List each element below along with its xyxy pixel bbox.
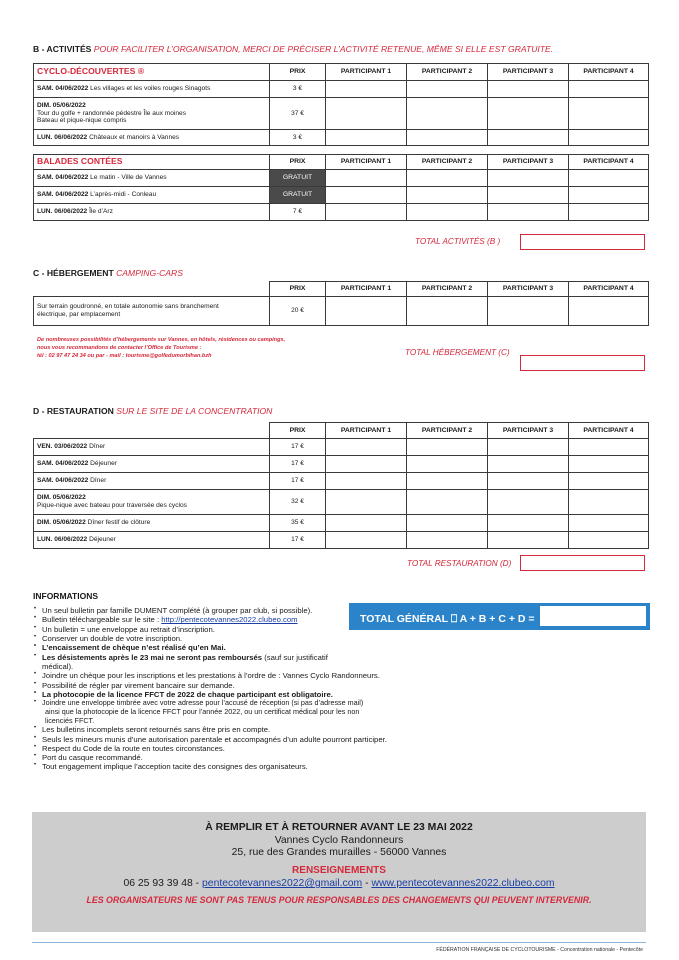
- col-prix: PRIX: [270, 423, 326, 439]
- col-participant-4: PARTICIPANT 4: [569, 282, 649, 297]
- meal-text: Déjeuner: [90, 460, 117, 468]
- table-row: [34, 439, 649, 456]
- participant-1-cell[interactable]: [326, 456, 407, 473]
- info-text: Port du casque recommandé.: [42, 753, 143, 763]
- table-row: [34, 297, 649, 326]
- section-d-title: [33, 406, 272, 416]
- section-b-title-bold: B - ACTIVITÉS: [33, 44, 92, 54]
- meal-cell: [34, 439, 270, 456]
- participant-1-cell[interactable]: [326, 204, 407, 221]
- col-participant-4: PARTICIPANT 4: [569, 423, 649, 439]
- activity-date: SAM. 04/06/2022: [37, 174, 89, 182]
- spacer-row: [34, 146, 649, 155]
- price-cell: 17 €: [270, 439, 326, 456]
- return-deadline: À REMPLIR ET À RETOURNER AVANT LE 23 MAI 2022: [205, 822, 473, 833]
- participant-1-cell[interactable]: [326, 170, 407, 187]
- participant-1-cell[interactable]: [326, 439, 407, 456]
- table-row: [34, 473, 649, 490]
- meal-cell: [34, 473, 270, 490]
- total-meals-label: TOTAL RESTAURATION (D): [407, 559, 512, 568]
- participant-4-cell[interactable]: [569, 130, 649, 146]
- col-participant-2: PARTICIPANT 2: [407, 64, 488, 81]
- info-item: [33, 698, 364, 725]
- empty-header-cell: [34, 423, 270, 439]
- col-participant-1: PARTICIPANT 1: [326, 64, 407, 81]
- activity-date: SAM. 04/06/2022: [37, 85, 89, 93]
- participant-2-cell[interactable]: [407, 490, 488, 515]
- activity-cell: [34, 187, 270, 204]
- table-row: [34, 130, 649, 146]
- price-cell: 32 €: [270, 490, 326, 515]
- info-item: [33, 753, 333, 762]
- bottom-divider: [32, 942, 646, 943]
- info-item: [33, 725, 333, 734]
- info-item: [33, 625, 333, 634]
- section-c-title-note: CAMPING-CARS: [116, 268, 183, 278]
- activity-cell: [34, 204, 270, 221]
- table-row: [34, 187, 649, 204]
- cyclo-category-label: CYCLO-DÉCOUVERTES ®: [34, 64, 270, 81]
- participant-3-cell[interactable]: [488, 439, 569, 456]
- table-row: [34, 81, 649, 98]
- activity-text: Île d’Arz: [89, 208, 113, 216]
- meal-cell: [34, 456, 270, 473]
- renseignements-title: RENSEIGNEMENTS: [292, 865, 386, 876]
- federation-footer: FÉDÉRATION FRANÇAISE DE CYCLOTOURISME - Concentration nationale - Pentecôte: [436, 947, 643, 953]
- meal-text: Déjeuner: [89, 536, 116, 544]
- info-item: [33, 615, 333, 624]
- price-cell: 7 €: [270, 204, 326, 221]
- participant-4-cell[interactable]: [569, 515, 649, 532]
- participant-4-cell[interactable]: [569, 170, 649, 187]
- info-item: [33, 734, 387, 744]
- participant-2-cell[interactable]: [407, 515, 488, 532]
- info-text: Seuls les mineurs munis d’une autorisation parentale et accompagnés d’un adulte pourront participer.: [42, 734, 387, 744]
- info-text: Bulletin téléchargeable sur le site :: [42, 615, 162, 625]
- participant-3-cell[interactable]: [488, 515, 569, 532]
- col-prix: PRIX: [270, 282, 326, 297]
- activities-table: [33, 63, 649, 221]
- contact-email-link[interactable]: pentecotevannes2022@gmail.com: [202, 878, 363, 889]
- grand-total-label: TOTAL GÉNÉRAL ⎕ A + B + C + D =: [360, 613, 535, 625]
- participant-4-cell[interactable]: [569, 456, 649, 473]
- participant-4-cell[interactable]: [569, 297, 649, 326]
- informations-title: INFORMATIONS: [33, 591, 99, 601]
- participant-1-cell[interactable]: [326, 297, 407, 326]
- info-text: (sauf sur justificatif médical).: [42, 652, 328, 671]
- section-d-title-note: SUR LE SITE DE LA CONCENTRATION: [116, 406, 273, 416]
- lodging-header-row: [34, 282, 649, 297]
- activity-text: Châteaux et manoirs à Vannes: [89, 133, 180, 141]
- col-prix: PRIX: [270, 155, 326, 170]
- info-text: Les désistements après le 23 mai ne seront pas remboursés: [42, 652, 263, 662]
- info-text: Joindre une enveloppe timbrée avec votre adresse pour l’accusé de réception (si pas d’adresse mail): [42, 698, 364, 708]
- price-cell: 3 €: [270, 81, 326, 98]
- info-text: L’encaissement de chèque n’est réalisé qu’en Mai.: [42, 643, 226, 653]
- info-text: Un bulletin = une enveloppe au retrait d’inscription.: [42, 624, 215, 634]
- participant-4-cell[interactable]: [569, 439, 649, 456]
- table-row: [34, 170, 649, 187]
- info-item: [33, 653, 333, 672]
- price-cell: 17 €: [270, 532, 326, 549]
- info-item: [33, 744, 333, 753]
- contact-separator: -: [362, 878, 372, 889]
- info-item: [33, 634, 333, 643]
- lodging-table: [33, 281, 649, 326]
- grand-total-input[interactable]: [540, 606, 646, 626]
- col-prix: PRIX: [270, 64, 326, 81]
- participant-2-cell[interactable]: [407, 187, 488, 204]
- meal-text: Pique-nique avec bateau pour traversée des cyclos: [37, 502, 187, 509]
- meal-date: SAM. 04/06/2022: [37, 477, 89, 485]
- participant-2-cell[interactable]: [407, 532, 488, 549]
- participant-1-cell[interactable]: [326, 532, 407, 549]
- price-cell: 37 €: [270, 98, 326, 130]
- lodging-note-line: nous vous recommandons de contacter l’Office de Tourisme :: [37, 345, 202, 352]
- info-text: Les bulletins incomplets seront retournés sans être pris en compte.: [42, 725, 271, 735]
- participant-3-cell[interactable]: [488, 297, 569, 326]
- table-row: [34, 456, 649, 473]
- meal-date: DIM. 05/06/2022: [37, 494, 86, 502]
- info-text: Respect du Code de la route en toutes circonstances.: [42, 743, 225, 753]
- lodging-text-2: électrique, par emplacement: [37, 311, 121, 318]
- empty-header-cell: [34, 282, 270, 297]
- participant-3-cell[interactable]: [488, 456, 569, 473]
- info-item: [33, 606, 333, 615]
- participant-3-cell[interactable]: [488, 532, 569, 549]
- meal-text: Dîner: [89, 443, 106, 451]
- meal-cell: [34, 515, 270, 532]
- participant-2-cell[interactable]: [407, 170, 488, 187]
- club-name: Vannes Cyclo Randonneurs: [274, 835, 404, 846]
- meal-text: Dîner festif de clôture: [87, 519, 151, 527]
- info-text: La photocopie de la licence FFCT de 2022 de chaque participant est obligatoire.: [42, 689, 333, 699]
- activity-cell: [34, 130, 270, 146]
- footer-panel: [32, 812, 646, 932]
- activity-cell: [34, 81, 270, 98]
- disclaimer: LES ORGANISATEURS NE SONT PAS TENUS POUR RESPONSABLES DES CHANGEMENTS QUI PEUVENT INTERVENIR.: [86, 895, 592, 905]
- price-cell: 3 €: [270, 130, 326, 146]
- participant-1-cell[interactable]: [326, 130, 407, 146]
- activity-text: Tour du golfe + randonnée pédestre Île aux moines: [37, 109, 187, 117]
- price-cell: 20 €: [270, 297, 326, 326]
- meal-text: Dîner: [90, 477, 107, 485]
- col-participant-4: PARTICIPANT 4: [569, 64, 649, 81]
- participant-4-cell[interactable]: [569, 473, 649, 490]
- total-lodging-input[interactable]: [520, 355, 645, 371]
- activity-date: LUN. 06/06/2022: [37, 133, 88, 141]
- activity-text: Le matin - Ville de Vannes: [90, 174, 167, 182]
- informations-list: [33, 606, 387, 772]
- info-item: [33, 762, 333, 771]
- section-d-title-bold: D - RESTAURATION: [33, 406, 114, 416]
- info-item: [33, 671, 380, 681]
- participant-2-cell[interactable]: [407, 98, 488, 130]
- col-participant-3: PARTICIPANT 3: [488, 423, 569, 439]
- activity-text: Les villages et les voiles rouges Sinagots: [90, 85, 211, 93]
- info-text: ainsi que la photocopie de la licence FFCT pour l’année 2022, ou un certificat médical pour les non: [45, 706, 360, 716]
- participant-1-cell[interactable]: [326, 98, 407, 130]
- participant-4-cell[interactable]: [569, 204, 649, 221]
- meal-cell: [34, 532, 270, 549]
- info-text: licenciés FFCT.: [45, 715, 95, 725]
- total-activities-label: TOTAL ACTIVITÉS (B ): [415, 237, 501, 246]
- col-participant-3: PARTICIPANT 3: [488, 155, 569, 170]
- meal-date: VEN. 03/06/2022: [37, 443, 88, 451]
- table-row: [34, 532, 649, 549]
- col-participant-2: PARTICIPANT 2: [407, 155, 488, 170]
- price-cell: 35 €: [270, 515, 326, 532]
- info-text: Joindre un chèque pour les inscriptions et les prestations à l’ordre de : Vannes Cyclo Randonneurs.: [42, 671, 380, 681]
- participant-3-cell[interactable]: [488, 81, 569, 98]
- meal-cell: [34, 490, 270, 515]
- participant-1-cell[interactable]: [326, 490, 407, 515]
- col-participant-1: PARTICIPANT 1: [326, 155, 407, 170]
- activity-text: L’après-midi - Conleau: [90, 191, 157, 199]
- section-c-title-bold: C - HÉBERGEMENT: [33, 268, 114, 278]
- participant-2-cell[interactable]: [407, 473, 488, 490]
- table-row: [34, 204, 649, 221]
- table-row: [34, 98, 649, 130]
- lodging-text: Sur terrain goudronné, en totale autonomie sans branchement: [37, 303, 219, 311]
- table-row: [34, 490, 649, 515]
- activity-text-2: Bateau et pique-nique compris: [37, 117, 127, 125]
- contact-phone: 06 25 93 39 48 -: [123, 878, 203, 889]
- participant-4-cell[interactable]: [569, 98, 649, 130]
- participant-3-cell[interactable]: [488, 204, 569, 221]
- price-free-badge: GRATUIT: [270, 170, 326, 187]
- activity-cell: [34, 170, 270, 187]
- participant-2-cell[interactable]: [407, 456, 488, 473]
- participant-1-cell[interactable]: [326, 473, 407, 490]
- contact-website-link[interactable]: www.pentecotevannes2022.clubeo.com: [371, 878, 555, 889]
- activity-date: SAM. 04/06/2022: [37, 191, 89, 199]
- info-text: Un seul bulletin par famille DUMENT complété (à grouper par club, si possible).: [42, 606, 313, 615]
- meals-table: [33, 422, 649, 549]
- participant-2-cell[interactable]: [407, 81, 488, 98]
- balades-header-row: [34, 155, 649, 170]
- participant-3-cell[interactable]: [488, 130, 569, 146]
- participant-4-cell[interactable]: [569, 490, 649, 515]
- cyclo-header-row: [34, 64, 649, 81]
- section-c-title: [33, 268, 183, 278]
- lodging-cell: [34, 297, 270, 326]
- meal-date: DIM. 05/06/2022: [37, 519, 86, 527]
- participant-3-cell[interactable]: [488, 98, 569, 130]
- participant-2-cell[interactable]: [407, 130, 488, 146]
- participant-1-cell[interactable]: [326, 187, 407, 204]
- activity-date: LUN. 06/06/2022: [37, 208, 88, 216]
- participant-1-cell[interactable]: [326, 515, 407, 532]
- participant-1-cell[interactable]: [326, 81, 407, 98]
- lodging-note-line: De nombreuses possibilités d’hébergements sur Vannes, en hôtels, résidences ou campings,: [37, 337, 286, 343]
- balades-category-label: BALADES CONTÉES: [34, 155, 270, 170]
- participant-3-cell[interactable]: [488, 473, 569, 490]
- lodging-note: [37, 336, 285, 360]
- activity-date: DIM. 05/06/2022: [37, 102, 86, 110]
- price-free-badge: GRATUIT: [270, 187, 326, 204]
- bulletin-download-link[interactable]: http://pentecotevannes2022.clubeo.com: [161, 615, 298, 625]
- participant-4-cell[interactable]: [569, 81, 649, 98]
- col-participant-2: PARTICIPANT 2: [407, 282, 488, 297]
- total-lodging-label: TOTAL HÉBERGEMENT (C): [405, 348, 510, 357]
- participant-3-cell[interactable]: [488, 187, 569, 204]
- section-b-title-note: POUR FACILITER L’ORGANISATION, MERCI DE PRÉCISER L’ACTIVITÉ RETENUE, MÊME SI ELLE EST GRATUITE.: [93, 44, 554, 54]
- participant-4-cell[interactable]: [569, 532, 649, 549]
- participant-2-cell[interactable]: [407, 204, 488, 221]
- participant-2-cell[interactable]: [407, 439, 488, 456]
- participant-3-cell[interactable]: [488, 170, 569, 187]
- col-participant-4: PARTICIPANT 4: [569, 155, 649, 170]
- info-item: [33, 643, 333, 652]
- participant-2-cell[interactable]: [407, 297, 488, 326]
- col-participant-3: PARTICIPANT 3: [488, 64, 569, 81]
- participant-4-cell[interactable]: [569, 187, 649, 204]
- price-cell: 17 €: [270, 473, 326, 490]
- table-row: [34, 515, 649, 532]
- price-cell: 17 €: [270, 456, 326, 473]
- meal-date: SAM. 04/06/2022: [37, 460, 89, 468]
- info-text: Tout engagement implique l’acception tacite des consignes des organisateurs.: [42, 762, 308, 772]
- total-meals-input[interactable]: [520, 555, 645, 571]
- col-participant-2: PARTICIPANT 2: [407, 423, 488, 439]
- section-b-title: [33, 44, 553, 54]
- meal-date: LUN. 06/06/2022: [37, 536, 88, 544]
- contact-line: [32, 878, 646, 889]
- meals-header-row: [34, 423, 649, 439]
- total-activities-input[interactable]: [520, 234, 645, 250]
- club-address: 25, rue des Grandes murailles - 56000 Vannes: [231, 847, 447, 858]
- col-participant-3: PARTICIPANT 3: [488, 282, 569, 297]
- info-text: Possibilité de régler par virement bancaire sur demande.: [42, 680, 235, 690]
- col-participant-1: PARTICIPANT 1: [326, 423, 407, 439]
- col-participant-1: PARTICIPANT 1: [326, 282, 407, 297]
- participant-3-cell[interactable]: [488, 490, 569, 515]
- activity-cell: [34, 98, 270, 130]
- info-text: Conserver un double de votre inscription.: [42, 633, 183, 643]
- lodging-note-contact: tél : 02 97 47 24 34 ou par - mail : tourisme@golfedumorbihan.bzh: [37, 353, 212, 360]
- info-item: [33, 681, 333, 690]
